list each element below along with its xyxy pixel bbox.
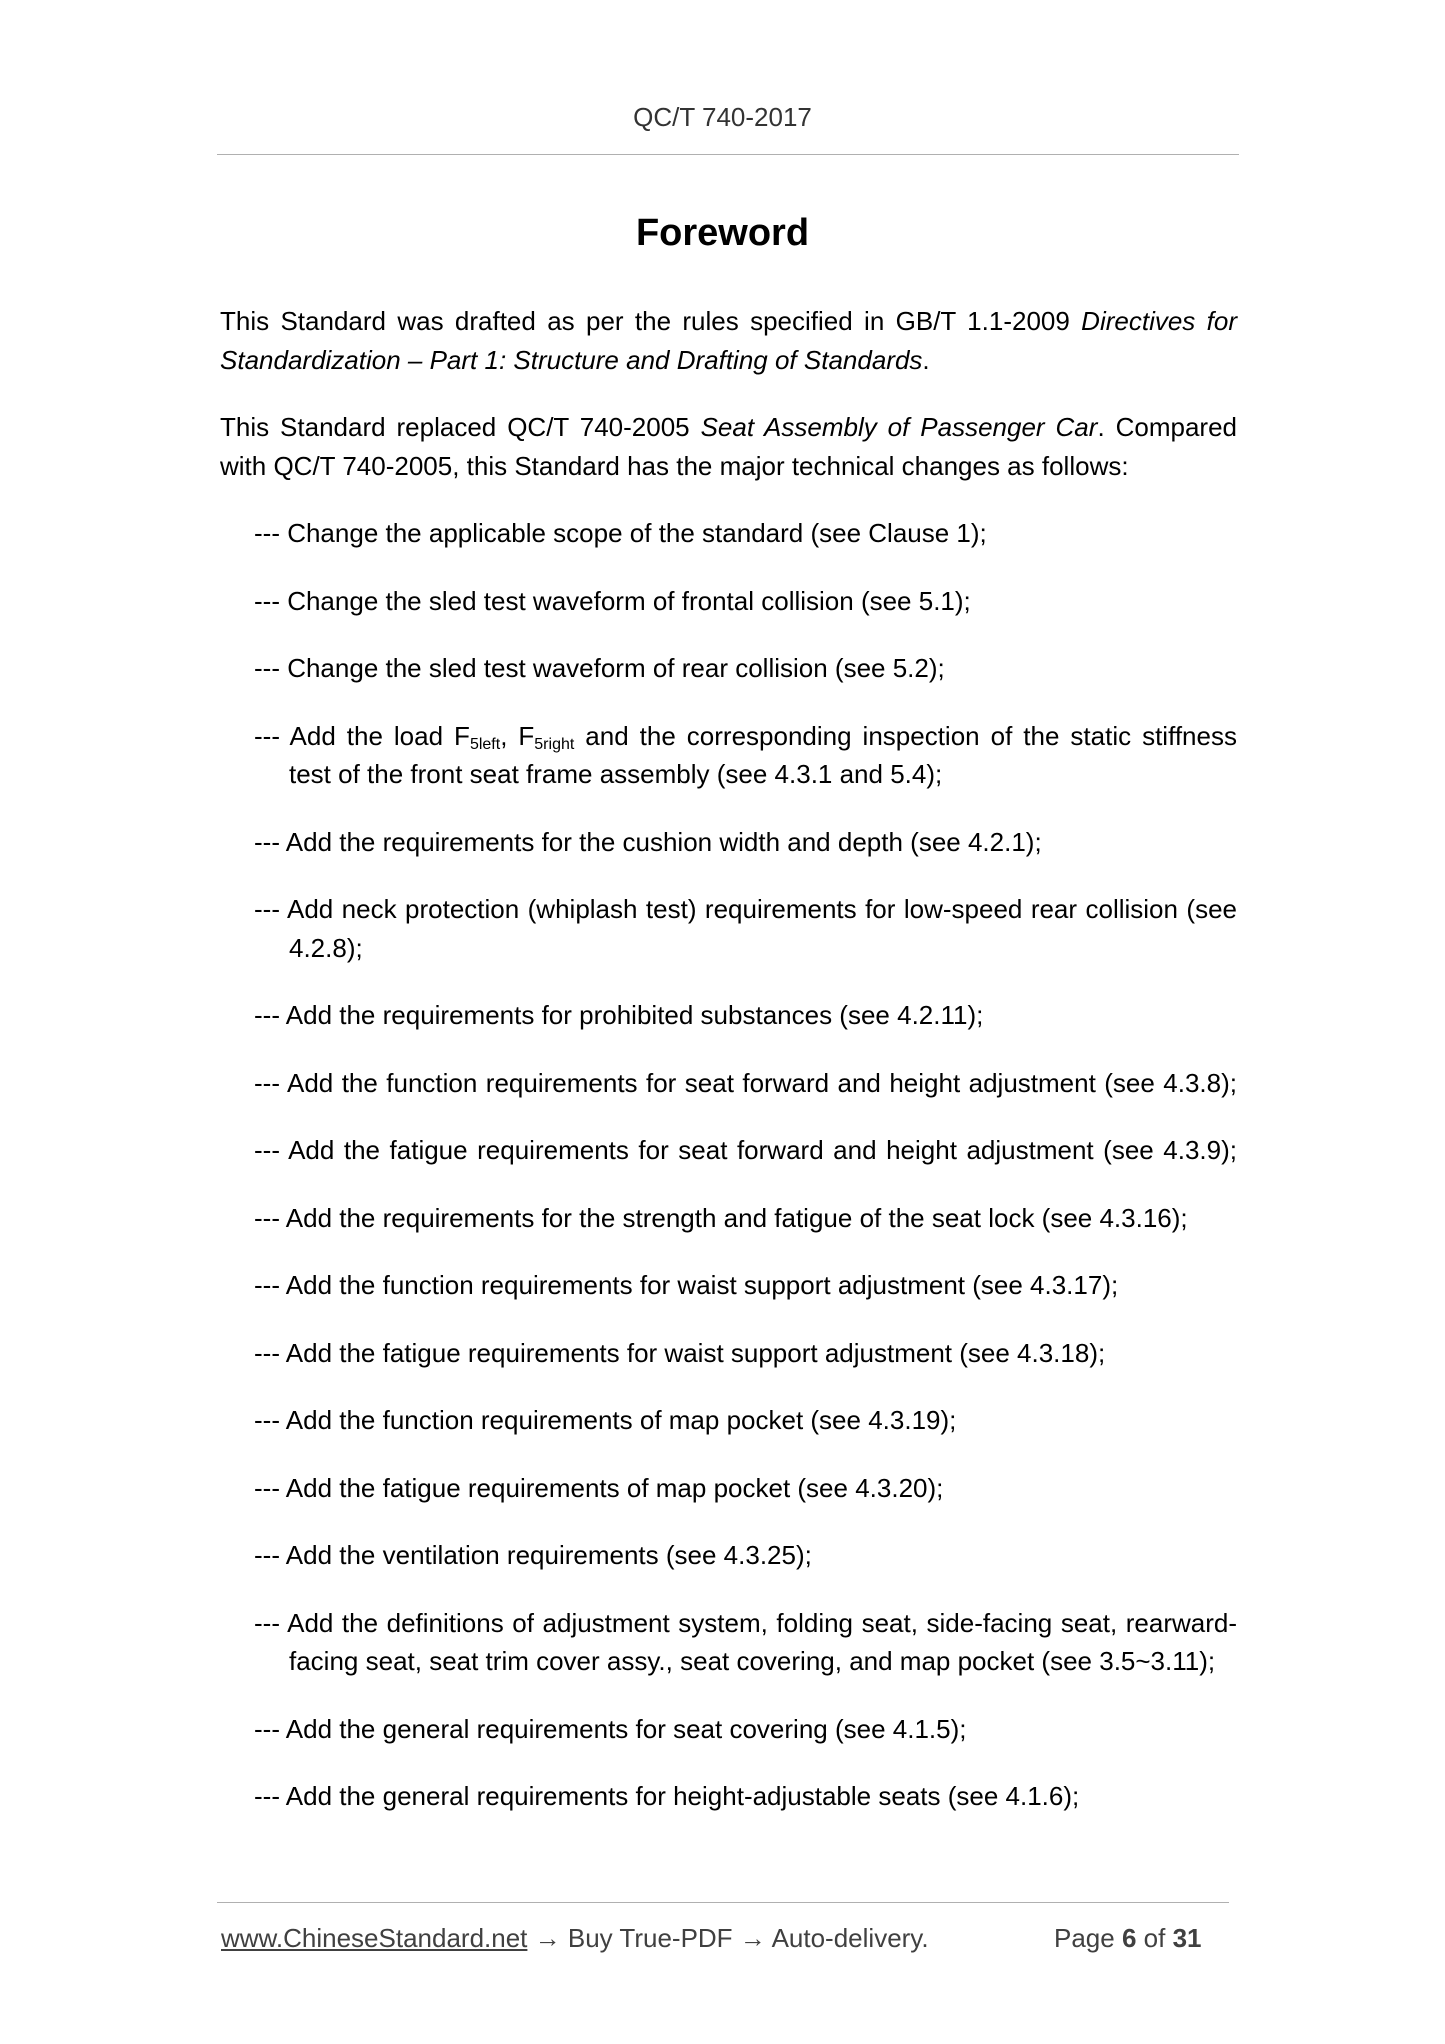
list-item: --- Change the sled test waveform of frontal collision (see 5.1); <box>254 585 971 616</box>
intro-paragraph <box>220 302 1237 379</box>
list-item: --- Add the ventilation requirements (see 4.3.25); <box>254 1540 812 1570</box>
footer-promo <box>221 1923 929 1954</box>
page-indicator: Page 6 of 31 <box>1054 1923 1202 1953</box>
subscript-5right: 5right <box>534 735 575 753</box>
page-title: Foreword <box>635 212 810 254</box>
list-item: --- Add the general requirements for seat covering (see 4.1.5); <box>254 1713 967 1744</box>
intro-italic-title: Directives for Standardization – Part 1: Structure and Drafting of Standards <box>220 306 1237 375</box>
list-item: --- Add the fatigue requirements for seat forward and height adjustment (see 4.3.9); <box>254 1135 1237 1165</box>
intro-end: . <box>922 344 930 375</box>
replacement-text: This Standard replaced QC/T 740-2005 <box>220 412 701 442</box>
list-item: --- Add the fatigue requirements of map pocket (see 4.3.20); <box>254 1472 944 1503</box>
list-item: --- Change the applicable scope of the standard (see Clause 1); <box>254 518 987 548</box>
replacement-end: . Compared with QC/T 740-2005, this Standard has the major technical changes as follows: <box>220 412 1237 481</box>
total-page-count: 31 <box>1172 1923 1202 1953</box>
list-item: --- Add neck protection (whiplash test) requirements for low-speed rear collision (see 4.2.8); <box>254 894 1237 963</box>
subscript-5left: 5left <box>469 735 501 753</box>
website-link[interactable]: www.ChineseStandard.net <box>221 1923 528 1953</box>
current-page-number: 6 <box>1121 1923 1137 1953</box>
list-item: --- Add the function requirements of map pocket (see 4.3.19); <box>254 1405 957 1435</box>
list-item: --- Add the general requirements for height-adjustable seats (see 4.1.6); <box>254 1781 1080 1811</box>
list-item: --- Add the definitions of adjustment system, folding seat, side-facing seat, rearward-facing seat, seat trim cover assy., seat covering, and map pocket (see 3.5~3.11); <box>254 1607 1237 1676</box>
list-item: --- Add the function requirements for waist support adjustment (see 4.3.17); <box>254 1270 1119 1300</box>
list-item-load: --- Add the load $F_{5left}$, $F_{5right}$ and the corresponding inspection of the static stiffness test of the front seat frame assembly (see 4.3.1 and 5.4); <box>254 720 1237 789</box>
intro-text: This Standard was drafted as per the rules specified in GB/T 1.1-2009 <box>220 306 1082 336</box>
list-item: --- Add the function requirements for seat forward and height adjustment (see 4.3.8); <box>254 1067 1237 1098</box>
list-item: --- Add the requirements for prohibited substances (see 4.2.11); <box>254 1000 984 1030</box>
document-id-header: QC/T 740-2017 <box>633 102 812 132</box>
list-item: --- Add the fatigue requirements for waist support adjustment (see 4.3.18); <box>254 1337 1106 1368</box>
list-item: --- Add the requirements for the strength and fatigue of the seat lock (see 4.3.16); <box>254 1202 1188 1233</box>
footer-promo-text: → Buy True-PDF → Auto-delivery. <box>527 1923 929 1953</box>
replacement-italic-title: Seat Assembly of Passenger Car <box>700 412 1098 442</box>
footer-divider <box>217 1902 1229 1903</box>
replacement-paragraph <box>220 408 1237 485</box>
list-item: --- Change the sled test waveform of rear collision (see 5.2); <box>254 653 945 683</box>
list-item: --- Add the requirements for the cushion width and depth (see 4.2.1); <box>254 826 1042 857</box>
header-divider <box>217 154 1239 155</box>
foreword-body <box>220 302 1237 1845</box>
